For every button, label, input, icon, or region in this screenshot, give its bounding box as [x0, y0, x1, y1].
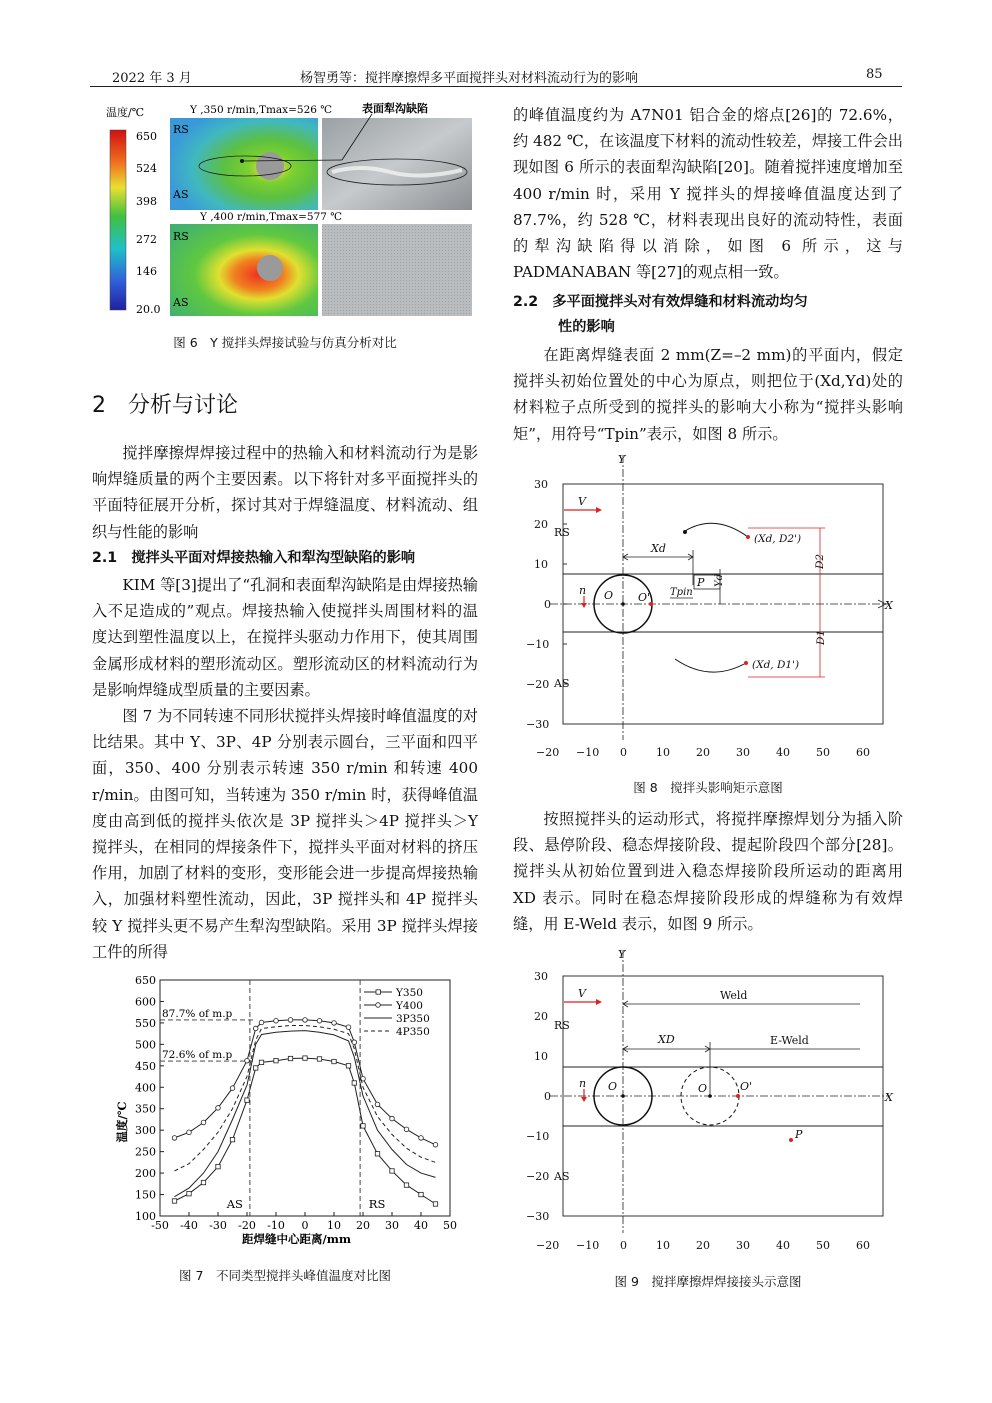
peak-temperature-chart — [112, 972, 462, 1250]
svg-text:40: 40 — [776, 1239, 790, 1252]
svg-text:−20: −20 — [526, 678, 550, 691]
thermal-map-400 — [170, 224, 318, 316]
data-point — [274, 1018, 279, 1023]
svg-text:60: 60 — [856, 746, 870, 759]
x-axis-label: 距焊缝中心距离/mm — [242, 1232, 352, 1246]
legend-label: 4P350 — [396, 1026, 430, 1038]
scale-tick: 272 — [136, 233, 157, 246]
y-tick-label: 600 — [135, 995, 156, 1009]
xd-label: Xd — [651, 542, 666, 555]
subsection-2-2-body — [513, 342, 903, 447]
data-point — [404, 1183, 408, 1187]
v-label: V — [578, 495, 586, 508]
y-axis-label: 温度/℃ — [115, 1101, 129, 1143]
y-tick-label: 200 — [135, 1167, 156, 1181]
data-point — [187, 1191, 191, 1195]
data-point — [230, 1086, 235, 1091]
data-point — [433, 1142, 438, 1147]
paragraph: 在距离焊缝表面 2 mm(Z=–2 mm)的平面内，假定搅拌头初始位置处的中心为原点，则把位于(Xd,Yd)处的材料粒子点所受到的搅拌头的影响大小称为“搅拌头影响矩”，用符号“Tpin”表示，如图 8 所示。 — [513, 346, 903, 443]
data-point — [404, 1127, 409, 1132]
n-label: n — [579, 584, 587, 597]
svg-text:50: 50 — [816, 746, 830, 759]
x-tick-label: 30 — [385, 1219, 399, 1232]
rs-label: RS — [368, 1197, 386, 1211]
reference-label: 87.7% of m.p — [162, 1007, 233, 1020]
origin-label: O — [608, 1080, 618, 1093]
scale-tick: 146 — [136, 265, 157, 278]
y-tick-label: 100 — [135, 1210, 156, 1223]
weld-photo-400 — [322, 224, 472, 316]
weld-label: Weld — [720, 989, 748, 1002]
o-prime-label: O' — [638, 591, 651, 604]
x-tick-label: 20 — [356, 1219, 370, 1232]
svg-text:10: 10 — [656, 746, 670, 759]
right-column-top — [513, 102, 903, 285]
yd-label: Yd — [714, 573, 725, 587]
rs-label: RS — [554, 1019, 570, 1032]
page-number: 85 — [866, 67, 883, 82]
running-title: 杨智勇等：搅拌摩擦焊多平面搅拌头对材料流动行为的影响 — [300, 71, 639, 86]
data-point — [288, 1056, 292, 1060]
figure-8-caption: 图 8 搅拌头影响矩示意图 — [633, 780, 783, 795]
data-point — [253, 1026, 258, 1031]
temperature-scale-title: 温度/℃ — [106, 106, 145, 119]
scale-tick: 20.0 — [136, 303, 161, 316]
y-tick-label: 300 — [135, 1124, 156, 1138]
subsection-title-line: 2.2 多平面搅拌头对有效焊缝和材料流动均匀 — [513, 294, 808, 310]
paragraph: 的峰值温度约为 A7N01 铝合金的熔点[26]的 72.6%，约 482 ℃，在该温度下材料的流动性较差，焊接工件会出现如图 6 所示的表面犁沟缺陷[20]。随着搅拌速度增加至 400 r/min 时，采用 Y 搅拌头的焊接峰值温度达到了 87.7%，约 528 ℃，材料表现出良好的流动特性，表面的犁沟缺陷得以消除，如图 6 所示，这与 PADMANABAN 等[27]的观点相一致。 — [513, 106, 903, 282]
subsection-2-1-title: 2.1 搅拌头平面对焊接热输入和犁沟型缺陷的影响 — [92, 550, 416, 566]
legend-marker — [376, 1003, 381, 1008]
tpin-label: Tpin — [670, 587, 693, 598]
svg-text:30: 30 — [534, 970, 548, 983]
x-tick-label: -20 — [238, 1219, 256, 1232]
data-point — [346, 1025, 351, 1030]
data-point — [419, 1136, 424, 1141]
x-tick-label: 0 — [301, 1219, 309, 1232]
svg-text:60: 60 — [856, 1239, 870, 1252]
svg-text:10: 10 — [656, 1239, 670, 1252]
data-point — [303, 1056, 307, 1060]
data-point — [390, 1116, 395, 1121]
data-point — [303, 1018, 308, 1023]
svg-text:10: 10 — [534, 558, 548, 571]
paragraph: 图 7 为不同转速不同形状搅拌头焊接时峰值温度的对比结果。其中 Y、3P、4P 分别表示圆台，三平面和四平面，350、400 分别表示转速 350 r/min 和转速 400 r/min。由图可知，当转速为 350 r/min 时，获得峰值温度由高到低的搅拌头依次是 3P 搅拌头＞4P 搅拌头＞Y 搅拌头，在相同的焊接条件下，搅拌头平面对材料的挤压作用，加剧了材料的变形，变形能会进一步提高焊接热输入，加强材料塑性流动，因此，3P 搅拌头和 4P 搅拌头较 Y 搅拌头更不易产生犁沟型缺陷。采用 3P 搅拌头焊接工件的所得 — [92, 707, 478, 961]
x-axis-name: X — [885, 599, 893, 612]
data-point — [216, 1106, 221, 1111]
legend-label: 3P350 — [396, 1013, 430, 1025]
y-tick-label: 150 — [135, 1188, 156, 1202]
x-tick-label: 40 — [414, 1219, 428, 1232]
data-point — [332, 1021, 337, 1026]
data-point — [274, 1058, 278, 1062]
as-label: AS — [173, 188, 189, 201]
figure-7-caption: 图 7 不同类型搅拌头峰值温度对比图 — [179, 1268, 391, 1283]
tool-pin-400 — [257, 255, 283, 281]
data-point — [346, 1064, 350, 1068]
svg-text:−10: −10 — [526, 1130, 550, 1143]
n-label: n — [579, 1077, 587, 1090]
origin-label: O — [604, 589, 614, 602]
data-point — [201, 1120, 206, 1125]
series-line-Y350 — [175, 1058, 436, 1204]
rs-label: RS — [173, 123, 189, 136]
data-point — [187, 1130, 192, 1135]
svg-text:−30: −30 — [526, 1210, 550, 1223]
data-point — [361, 1124, 365, 1128]
svg-text:40: 40 — [776, 746, 790, 759]
section-title: 2 分析与讨论 — [92, 393, 238, 418]
data-point — [245, 1058, 250, 1063]
thermal-title-400: Y ,400 r/min,Tmax=577 ℃ — [200, 211, 343, 223]
svg-text:−10: −10 — [576, 746, 600, 759]
data-point — [390, 1169, 394, 1173]
data-point — [201, 1180, 205, 1184]
data-point — [172, 1136, 177, 1141]
paragraph: KIM 等[3]提出了“孔洞和表面犁沟缺陷是由焊接热输入不足造成的”观点。焊接热输入使搅拌头周围材料的温度达到塑性温度以上，在搅拌头驱动力作用下，使其周围金属形成材料的塑形流动区。塑形流动区的材料流动行为是影响焊缝成型质量的主要因素。 — [92, 576, 478, 699]
svg-text:0: 0 — [620, 1239, 627, 1252]
subsection-2-2-title — [513, 290, 903, 340]
figure-7 — [112, 972, 462, 1250]
svg-text:−10: −10 — [526, 638, 550, 651]
data-point — [419, 1192, 423, 1196]
legend-label: Y400 — [396, 1000, 423, 1012]
x-tick-label: 50 — [443, 1219, 457, 1232]
defect-label: 表面犁沟缺陷 — [362, 102, 428, 115]
data-point — [375, 1152, 379, 1156]
p-label: P — [795, 1128, 803, 1141]
subsection-title-line: 性的影响 — [558, 319, 615, 335]
xd-label: XD — [658, 1033, 675, 1046]
series-line-Y400 — [175, 1020, 436, 1145]
y-tick-label: 250 — [135, 1145, 156, 1159]
figure-6-caption: 图 6 Y 搅拌头焊接试验与仿真分析对比 — [173, 335, 397, 350]
x-tick-label: -30 — [209, 1219, 227, 1232]
data-point — [317, 1018, 322, 1023]
right-column-bottom — [513, 806, 903, 937]
p-label: P — [697, 576, 705, 589]
y-axis-name: Y — [618, 455, 626, 466]
y-tick-label: 500 — [135, 1038, 156, 1052]
legend-marker — [376, 990, 380, 994]
rs-label: RS — [173, 230, 189, 243]
data-point — [245, 1098, 249, 1102]
figure-6 — [100, 100, 480, 318]
x-tick-label: -40 — [180, 1219, 198, 1232]
svg-text:0: 0 — [620, 746, 627, 759]
data-point — [259, 1060, 263, 1064]
data-point — [172, 1199, 176, 1203]
thermal-title-350: Y ,350 r/min,Tmax=526 ℃ — [190, 104, 333, 116]
x-tick-label: -10 — [267, 1219, 285, 1232]
y-axis-name: Y — [618, 950, 626, 961]
paragraph: 搅拌摩擦焊焊接过程中的热输入和材料流动行为是影响焊缝质量的两个主要因素。以下将针对多平面搅拌头的平面特征展开分析，探讨其对于焊缝温度、材料流动、组织与性能的影响 — [92, 444, 478, 541]
rs-label: RS — [554, 526, 570, 539]
data-point — [332, 1059, 336, 1063]
svg-text:20: 20 — [534, 1010, 548, 1023]
y-tick-label: 550 — [135, 1016, 156, 1030]
svg-text:30: 30 — [534, 478, 548, 491]
svg-text:30: 30 — [736, 1239, 750, 1252]
header-date: 2022 年 3 月 — [112, 71, 192, 86]
y-tick-label: 350 — [135, 1102, 156, 1116]
svg-text:0: 0 — [544, 598, 551, 611]
o-prime-label: O' — [740, 1080, 753, 1093]
data-point — [352, 1081, 356, 1085]
v-label: V — [578, 987, 586, 1000]
y-tick-label: 450 — [135, 1059, 156, 1073]
d2-label: D2 — [814, 553, 826, 569]
data-point — [259, 1020, 264, 1025]
svg-text:−20: −20 — [536, 1239, 560, 1252]
x-tick-label: 10 — [327, 1219, 341, 1232]
svg-text:20: 20 — [534, 518, 548, 531]
scale-tick: 524 — [136, 162, 157, 175]
x-axis-name: X — [885, 1091, 893, 1104]
data-point — [216, 1164, 220, 1168]
svg-text:30: 30 — [736, 746, 750, 759]
data-point — [352, 1040, 357, 1045]
temperature-color-bar — [110, 130, 126, 310]
svg-text:−10: −10 — [576, 1239, 600, 1252]
as-label: AS — [554, 1170, 570, 1183]
header-rule — [90, 86, 902, 87]
y-tick-label: 650 — [135, 974, 156, 987]
scale-tick: 398 — [136, 195, 157, 208]
thermal-map-350 — [170, 118, 318, 210]
svg-text:20: 20 — [696, 746, 710, 759]
x-tick-label: -50 — [151, 1219, 169, 1232]
figure-9 — [520, 950, 900, 1260]
legend-label: Y350 — [396, 987, 423, 999]
data-point — [230, 1137, 234, 1141]
svg-text:−20: −20 — [536, 746, 560, 759]
scale-tick: 650 — [136, 130, 157, 143]
data-point — [288, 1018, 293, 1023]
data-point — [375, 1102, 380, 1107]
svg-text:−20: −20 — [526, 1170, 550, 1183]
svg-text:20: 20 — [696, 1239, 710, 1252]
o-label: O — [698, 1082, 708, 1095]
figure-9-caption: 图 9 搅拌摩擦焊焊接接头示意图 — [614, 1274, 802, 1289]
as-label: AS — [226, 1197, 243, 1211]
as-label: AS — [554, 677, 570, 690]
paragraph: 按照搅拌头的运动形式，将搅拌摩擦焊划分为插入阶段、悬停阶段、稳态焊接阶段、提起阶段四个部分[28]。搅拌头从初始位置到进入稳态焊接阶段所运动的距离用 XD 表示。同时在稳态焊接阶段形成的焊缝称为有效焊缝，用 E-Weld 表示，如图 9 所示。 — [513, 810, 903, 933]
d1-label: D1 — [815, 629, 827, 645]
series-line-4P350 — [175, 1026, 436, 1171]
data-point — [254, 1066, 258, 1070]
reference-label: 72.6% of m.p — [162, 1049, 233, 1062]
weld-photo-350 — [322, 118, 472, 210]
y-tick-label: 400 — [135, 1081, 156, 1095]
point-top-label: (Xd, D2') — [754, 533, 802, 545]
figure-8 — [520, 455, 900, 765]
section-intro — [92, 440, 478, 545]
svg-text:−30: −30 — [526, 718, 550, 731]
svg-text:0: 0 — [544, 1090, 551, 1103]
svg-text:50: 50 — [816, 1239, 830, 1252]
subsection-2-1-body — [92, 572, 478, 965]
svg-text:10: 10 — [534, 1050, 548, 1063]
as-label: AS — [173, 296, 189, 309]
point-bottom-label: (Xd, D1') — [752, 659, 800, 671]
data-point — [433, 1202, 437, 1206]
e-weld-label: E-Weld — [770, 1034, 809, 1047]
data-point — [317, 1057, 321, 1061]
